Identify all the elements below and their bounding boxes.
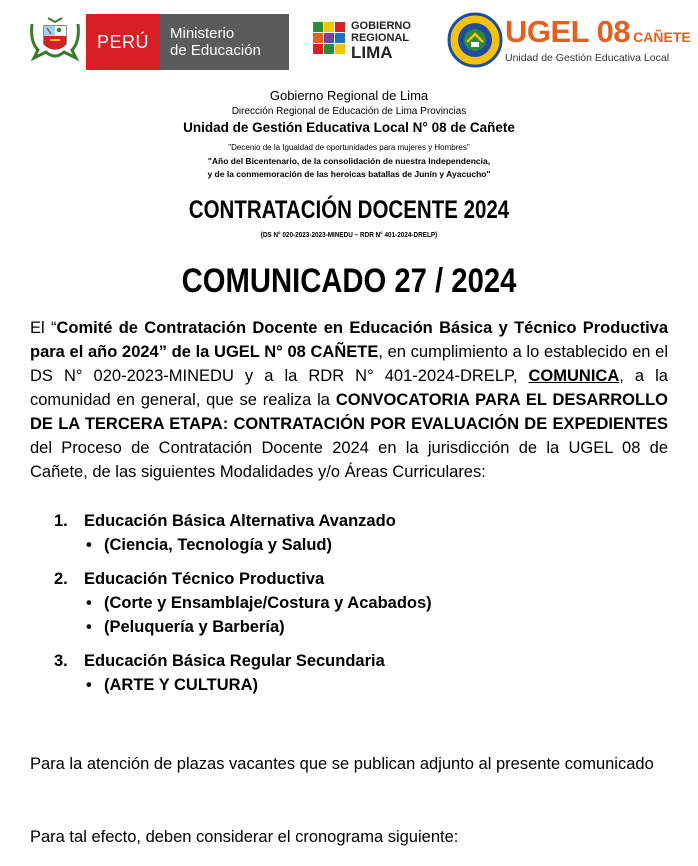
convocatoria-keyword: CONVOCATORIA PARA EL DESARROLLO DE LA TERCERA ETAPA: CONTRATACIÓN POR EVALUACIÓN DE EXPEDIENTES [30, 391, 668, 433]
plazas-paragraph: Para la atención de plazas vacantes que se publican adjunto al presente comunicado [30, 755, 654, 773]
ugel-seal-icon [447, 12, 503, 68]
sub-item-label: (Peluquería y Barbería) [104, 618, 285, 636]
decenio-caption: "Decenio de la Igualdad de oportunidades para mujeres y Hombres" [228, 143, 470, 152]
comunica-keyword: COMUNICA [528, 367, 620, 385]
ugel-subtitle: Unidad de Gestión Educativa Local [505, 52, 670, 64]
modalidades-list [54, 509, 654, 697]
intro-part-3: , en cumplimiento a lo establecido en el DS N° 020-2023-MINEDU y a la RDR N° 401-2024-DRELP, [30, 343, 669, 385]
unidad-gestion-heading: Unidad de Gestión Educativa Local N° 08 de Cañete [183, 120, 515, 135]
sub-item-label: (Ciencia, Tecnología y Salud) [104, 536, 332, 554]
sub-item-label: (ARTE Y CULTURA) [104, 676, 258, 694]
gore-line2: REGIONAL [351, 32, 410, 44]
intro-part-5: , a la comunidad en general, que se realiza la [30, 367, 668, 409]
sub-list-item [54, 673, 654, 697]
intro-paragraph [30, 316, 668, 484]
direccion-regional-heading: Dirección Regional de Educación de Lima Provincias [231, 106, 467, 117]
ugel-name [505, 14, 691, 50]
ugel-name-big: UGEL 08 [505, 14, 631, 49]
anio-caption-line2: y de la conmemoración de las heroicas batallas de Junín y Ayacucho" [207, 169, 491, 179]
ministerio-logo [160, 14, 289, 70]
ugel-name-small: CAÑETE [633, 29, 691, 45]
ds-reference: (DS N° 020-2023-2023-MINEDU – RDR N° 401-2024-DRELP) [260, 230, 438, 239]
bullet-icon: • [86, 618, 92, 636]
gore-text [351, 20, 411, 62]
gore-mosaic-icon [313, 22, 347, 58]
ministerio-line2: de Educación [170, 42, 261, 59]
peru-coat-of-arms-icon [28, 14, 82, 68]
page-title: COMUNICADO 27 / 2024 [181, 262, 517, 300]
list-item-label: Educación Básica Alternativa Avanzado [84, 512, 396, 530]
ministerio-line1: Ministerio [170, 25, 235, 42]
list-number: 1. [54, 512, 68, 530]
gore-line1: GOBIERNO [351, 20, 411, 32]
sub-list-item [54, 615, 654, 639]
logo-bar [0, 0, 698, 84]
intro-part-1: El “ [30, 319, 57, 337]
list-item [54, 649, 654, 673]
sub-item-label: (Corte y Ensamblaje/Costura y Acabados) [104, 594, 432, 612]
peru-logo-text: PERÚ [96, 31, 149, 52]
anio-caption-line1: "Año del Bicentenario, de la consolidación de nuestra Independencia, [207, 156, 491, 166]
gobierno-regional-lima-logo [313, 18, 413, 62]
bullet-icon: • [86, 536, 92, 554]
contratacion-title: CONTRATACIÓN DOCENTE 2024 [188, 196, 510, 224]
list-number: 3. [54, 652, 68, 670]
sub-list-item [54, 591, 654, 615]
bullet-icon: • [86, 594, 92, 612]
list-item [54, 567, 654, 591]
list-item-label: Educación Técnico Productiva [84, 570, 325, 588]
list-item-label: Educación Básica Regular Secundaria [84, 652, 385, 670]
intro-part-7: del Proceso de Contratación Docente 2024 en la jurisdicción de la UGEL 08 de Cañete, de las siguientes Modalidades y/o Áreas Curriculares: [30, 439, 668, 481]
peru-logo [86, 14, 160, 70]
sub-list-item [54, 533, 654, 557]
comite-name: Comité de Contratación Docente en Educación Básica y Técnico Productiva para el año 2024” de la UGEL N° 08 CAÑETE [30, 319, 669, 361]
list-number: 2. [54, 570, 68, 588]
bullet-icon: • [86, 676, 92, 694]
gore-line3: LIMA [351, 43, 393, 62]
list-item [54, 509, 654, 533]
cronograma-paragraph: Para tal efecto, deben considerar el cronograma siguiente: [30, 828, 459, 846]
gobierno-regional-heading: Gobierno Regional de Lima [269, 88, 429, 103]
